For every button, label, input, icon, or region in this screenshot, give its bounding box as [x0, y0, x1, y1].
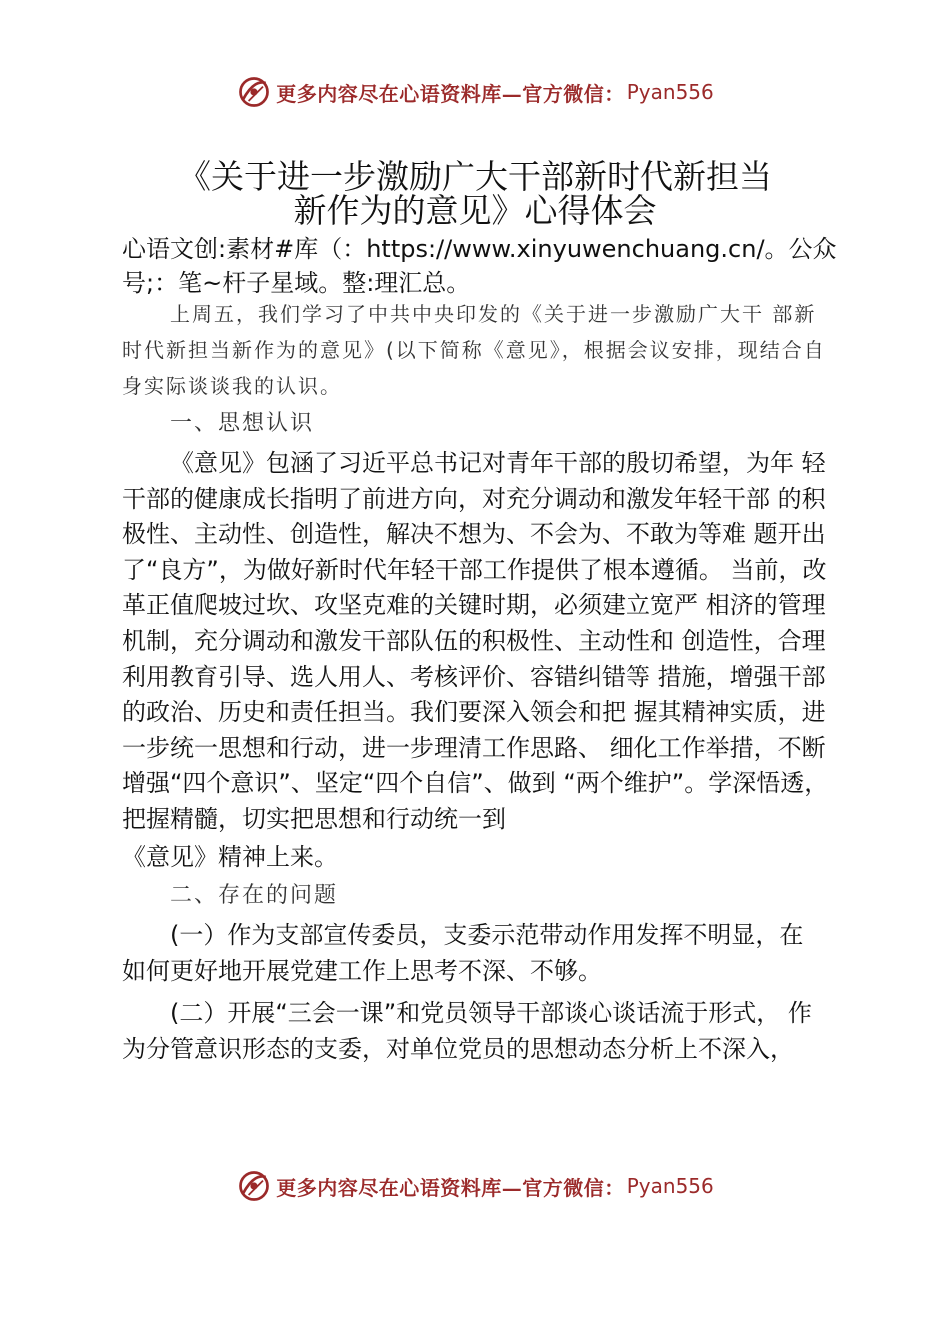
- logo-icon: [236, 1168, 272, 1204]
- section1-tail: 《意见》精神上来。: [122, 843, 338, 871]
- title-line-1: 《关于进一步激励广大干部新时代新担当: [178, 157, 772, 196]
- header-banner: [0, 72, 950, 112]
- banner-text: 更多内容尽在心语资料库—官方微信：: [276, 81, 625, 106]
- problem-item-2: (二）开展“三会一课”和党员领导干部谈心谈话流于形式， 作为分管意识形态的支委，对单位党员的思想动态分析上不深入，: [122, 999, 812, 1063]
- banner-wechat-id: Pyan556: [626, 80, 714, 104]
- logo-icon: [236, 74, 272, 110]
- banner-wechat-id: Pyan556: [626, 1174, 714, 1198]
- section-heading-1: 一、思想认识: [170, 411, 315, 436]
- title-line-2: 新作为的意见》心得体会: [293, 191, 657, 230]
- intro-paragraph: 上周五，我们学习了中共中央印发的《关于进一步激励广大干 部新时代新担当新作为的意见》(以下简称《意见》，根据会议安排，现结合自身实际谈谈我的认识。: [122, 302, 826, 398]
- source-note: 心语文创:素材#库（：https://www.xinyuwenchuang.cn/。公众号;：笔~杆子星域。整:理汇总。: [122, 235, 837, 297]
- footer-banner: [0, 1166, 950, 1206]
- section1-body: 《意见》包涵了习近平总书记对青年干部的殷切希望，为年 轻干部的健康成长指明了前进方向，对充分调动和激发年轻干部 的积极性、主动性、创造性，解决不想为、不会为、不敢为等难 题开出了“良方”，为做好新时代年轻干部工作提供了根本遵循。 当前，改革正值爬坡过坎、攻坚克难的关键时期，必须建立宽严 相济的管理机制，充分调动和激发干部队伍的积极性、主动性和 创造性，合理利用教育引导、选人用人、考核评价、容错纠错等 措施，增强干部的政治、历史和责任担当。我们要深入领会和把 握其精神实质，进一步统一思想和行动，进一步理清工作思路、 细化工作举措，不断增强“四个意识”、坚定“四个自信”、做到 “两个维护”。学深悟透，把握精髓，切实把思想和行动统一到: [122, 449, 829, 833]
- section-heading-2: 二、存在的问题: [170, 883, 339, 908]
- banner-text: 更多内容尽在心语资料库—官方微信：: [276, 1175, 625, 1200]
- document-title: [0, 157, 950, 230]
- problem-item-1: (一）作为支部宣传委员，支委示范带动作用发挥不明显，在 如何更好地开展党建工作上思考不深、不够。: [122, 921, 804, 985]
